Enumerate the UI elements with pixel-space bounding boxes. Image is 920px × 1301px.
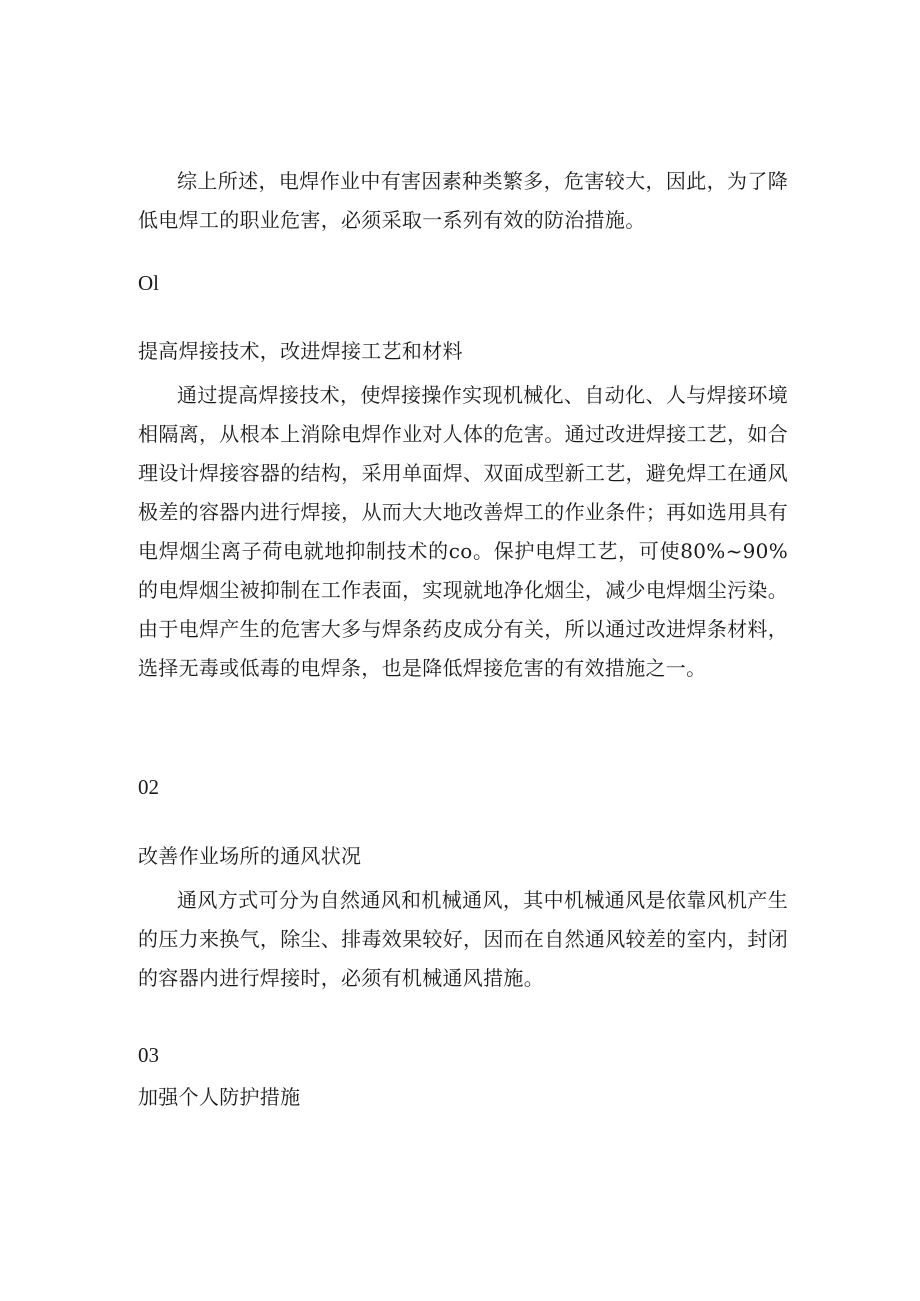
section-body-2: 通风方式可分为自然通风和机械通风，其中机械通风是依靠风机产生的压力来换气，除尘、排毒效果较好，因而在自然通风较差的室内，封闭的容器内进行焊接时，必须有机械通风措施。 — [138, 888, 788, 990]
section-heading-3: 加强个人防护措施 — [138, 1085, 301, 1109]
intro-paragraph: 综上所述，电焊作业中有害因素种类繁多，危害较大，因此，为了降低电焊工的职业危害，必须采取一系列有效的防治措施。 — [138, 169, 788, 232]
section-heading-2: 改善作业场所的通风状况 — [138, 844, 362, 868]
section-number-2: 02 — [138, 775, 159, 799]
section-heading-1: 提高焊接技术，改进焊接工艺和材料 — [138, 339, 463, 363]
section-body-1: 通过提高焊接技术，使焊接操作实现机械化、自动化、人与焊接环境相隔离，从根本上消除电焊作业对人体的危害。通过改进焊接工艺，如合理设计焊接容器的结构，采用单面焊、双面成型新工艺，避免焊工在通风极差的容器内进行焊接，从而大大地改善焊工的作业条件；再如选用具有电焊烟尘离子荷电就地抑制技术的co。保护电焊工艺，可使80%~90%的电焊烟尘被抑制在工作表面，实现就地净化烟尘，减少电焊烟尘污染。由于电焊产生的危害大多与焊条药皮成分有关，所以通过改进焊条材料，选择无毒或低毒的电焊条，也是降低焊接危害的有效措施之一。 — [138, 383, 788, 680]
section-number-1: Ol — [138, 271, 159, 295]
section-number-3: 03 — [138, 1043, 159, 1067]
